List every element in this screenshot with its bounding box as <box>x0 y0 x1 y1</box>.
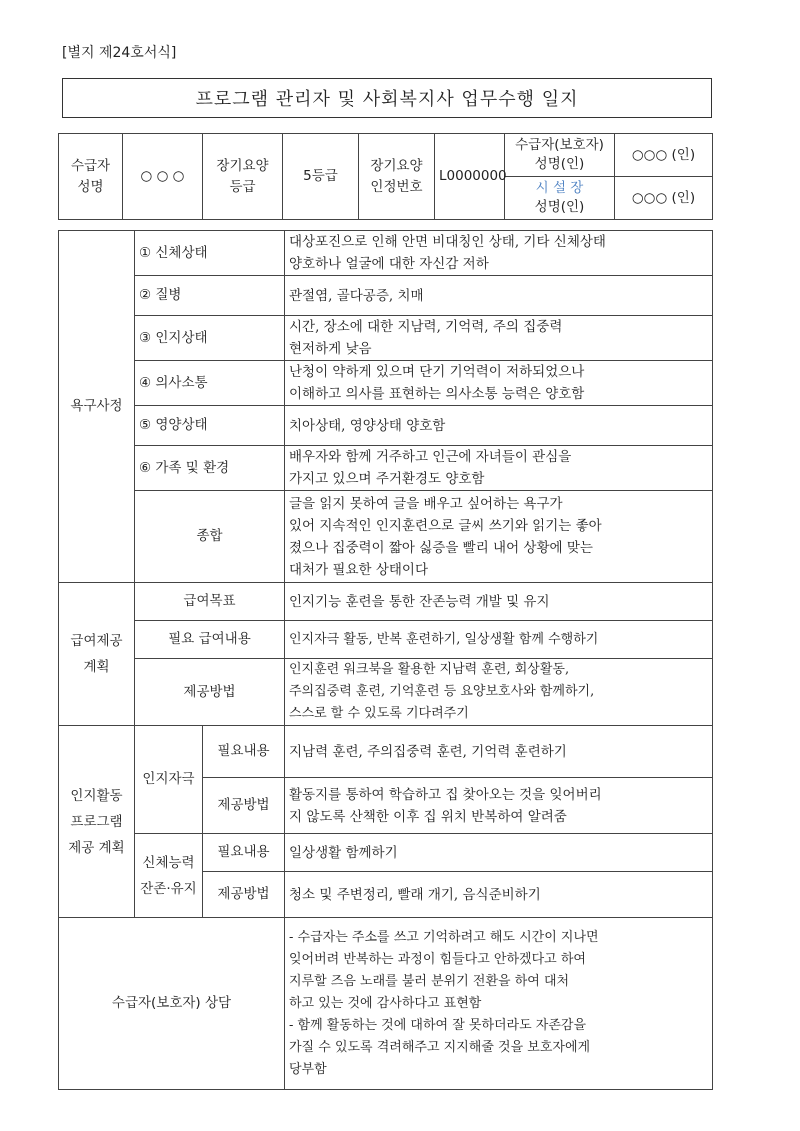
needs-item-value: 관절염, 골다공증, 치매 <box>285 276 713 316</box>
needs-item-value: 대상포진으로 인해 안면 비대칭인 상태, 기타 신체상태 양호하나 얼굴에 대한 자신감 저하 <box>285 231 713 276</box>
plan-goal-label: 급여목표 <box>135 583 285 621</box>
needs-item-label: ④ 의사소통 <box>135 361 285 406</box>
program-cog-need: 지남력 훈련, 주의집중력 훈련, 기억력 훈련하기 <box>285 726 713 778</box>
program-cognitive-label: 인지자극 <box>135 726 203 834</box>
needs-item-label: ⑤ 영양상태 <box>135 406 285 446</box>
grade-value: 5등급 <box>283 134 359 220</box>
director-value: ○○○ (인) <box>615 177 713 220</box>
needs-item-label: ⑥ 가족 및 환경 <box>135 446 285 491</box>
director-label: 성명(인) <box>534 199 585 215</box>
program-phys-need: 일상생활 함께하기 <box>285 834 713 872</box>
cert-label: 장기요양 인정번호 <box>359 134 435 220</box>
needs-item-value: 배우자와 함께 거주하고 인근에 자녀들이 관심을 가지고 있으며 주거환경도 양호함 <box>285 446 713 491</box>
program-physical-label: 신체능력 잔존·유지 <box>135 834 203 918</box>
director-cell <box>505 177 615 220</box>
needs-summary-label: 종합 <box>135 491 285 583</box>
program-phys-method: 청소 및 주변정리, 빨래 개기, 음식준비하기 <box>285 872 713 918</box>
recipient-label: 수급자 성명 <box>59 134 123 220</box>
plan-method-value: 인지훈련 워크북을 활용한 지남력 훈련, 회상활동, 주의집중력 훈련, 기억훈련 등 요양보호사와 함께하기, 스스로 할 수 있도록 기다려주기 <box>285 659 713 726</box>
work-log-table <box>58 230 713 1090</box>
program-cog-method: 활동지를 통하여 학습하고 집 찾아오는 것을 잊어버리 지 않도록 산책한 이후 집 위치 반복하여 알려줌 <box>285 778 713 834</box>
needs-item-label: ② 질병 <box>135 276 285 316</box>
page-title: 프로그램 관리자 및 사회복지사 업무수행 일지 <box>62 78 712 118</box>
needs-item-value: 난청이 약하게 있으며 단기 기억력이 저하되었으나 이해하고 의사를 표현하는 의사소통 능력은 양호함 <box>285 361 713 406</box>
plan-section-label: 급여제공 계획 <box>59 583 135 726</box>
consult-label: 수급자(보호자) 상담 <box>59 918 285 1090</box>
needs-summary-value: 글을 읽지 못하여 글을 배우고 싶어하는 욕구가 있어 지속적인 인지훈련으로 글씨 쓰기와 읽기는 좋아 졌으나 집중력이 짧아 싫증을 빨리 내어 상황에 맞는 대처가 필요한 상태이다 <box>285 491 713 583</box>
needs-item-label: ③ 인지상태 <box>135 316 285 361</box>
program-method-label: 제공방법 <box>203 778 285 834</box>
needs-section-label: 욕구사정 <box>59 231 135 583</box>
plan-method-label: 제공방법 <box>135 659 285 726</box>
program-section-label: 인지활동 프로그램 제공 계획 <box>59 726 135 918</box>
guardian-label: 수급자(보호자) 성명(인) <box>505 134 615 177</box>
form-number: [별지 제24호서식] <box>62 45 177 61</box>
consult-value: - 수급자는 주소를 쓰고 기억하려고 해도 시간이 지나면 잊어버려 반복하는 과정이 힘들다고 안하겠다고 하여 지루할 즈음 노래를 불러 분위기 전환을 하여 대처 하고 있는 것에 감사하다고 표현함 - 함께 활동하는 것에 대하여 잘 못하더라도 자존감을 가질 수 있도록 격려해주고 지지해줄 것을 보호자에게 당부함 <box>285 918 713 1090</box>
plan-goal-value: 인지기능 훈련을 통한 잔존능력 개발 및 유지 <box>285 583 713 621</box>
grade-label: 장기요양 등급 <box>203 134 283 220</box>
director-title: 시 설 장 <box>535 180 584 196</box>
plan-content-value: 인지자극 활동, 반복 훈련하기, 일상생활 함께 수행하기 <box>285 621 713 659</box>
program-method-label: 제공방법 <box>203 872 285 918</box>
guardian-value: ○○○ (인) <box>615 134 713 177</box>
needs-item-value: 시간, 장소에 대한 지남력, 기억력, 주의 집중력 현저하게 낮음 <box>285 316 713 361</box>
needs-item-value: 치아상태, 영양상태 양호함 <box>285 406 713 446</box>
recipient-info-table <box>58 133 713 220</box>
needs-item-label: ① 신체상태 <box>135 231 285 276</box>
cert-value: L0000000 <box>435 134 505 220</box>
program-need-label: 필요내용 <box>203 726 285 778</box>
recipient-name: ○ ○ ○ <box>123 134 203 220</box>
program-need-label: 필요내용 <box>203 834 285 872</box>
plan-content-label: 필요 급여내용 <box>135 621 285 659</box>
